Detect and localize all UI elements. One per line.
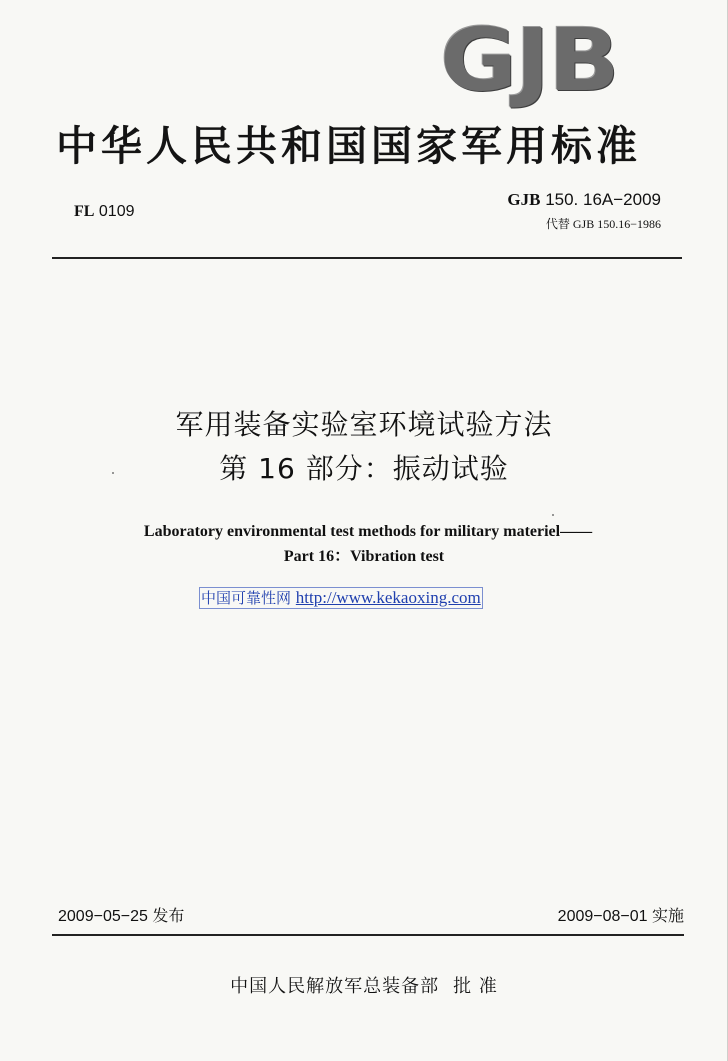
watermark-site-name: 中国可靠性网	[201, 589, 292, 607]
approve-word: 批 准	[453, 976, 498, 997]
scan-speck	[112, 472, 114, 474]
classification-prefix: FL	[74, 203, 95, 220]
scan-speck	[552, 514, 554, 516]
effective-date: 2009−08−01 实施	[557, 908, 684, 925]
classification-code	[74, 203, 135, 221]
standard-number	[507, 190, 661, 210]
title-english-line1: Laboratory environmental test methods for military materiel——	[143, 523, 593, 540]
bottom-divider	[52, 934, 684, 936]
title-chinese-line2: 第 16 部分：振动试验	[219, 452, 509, 485]
issue-date: 2009−05−25 发布	[58, 908, 185, 925]
top-divider	[52, 257, 682, 259]
title-english-line2: Part 16：Vibration test	[283, 548, 445, 565]
standard-code: 150. 16A−2009	[545, 190, 661, 209]
watermark-url[interactable]: http://www.kekaoxing.com	[295, 588, 481, 607]
classification-number: 0109	[98, 203, 135, 220]
standard-prefix: GJB	[507, 190, 541, 209]
approving-authority: 中国人民解放军总装备部	[230, 976, 440, 997]
title-chinese-line1: 军用装备实验室环境试验方法	[175, 408, 553, 441]
replaces-note: 代替 GJB 150.16−1986	[545, 217, 661, 231]
gjb-logo: GJB	[440, 10, 618, 112]
agency-title: 中华人民共和国国家军用标准	[56, 122, 641, 170]
watermark-link[interactable]	[199, 587, 483, 609]
approval-line	[0, 972, 728, 998]
